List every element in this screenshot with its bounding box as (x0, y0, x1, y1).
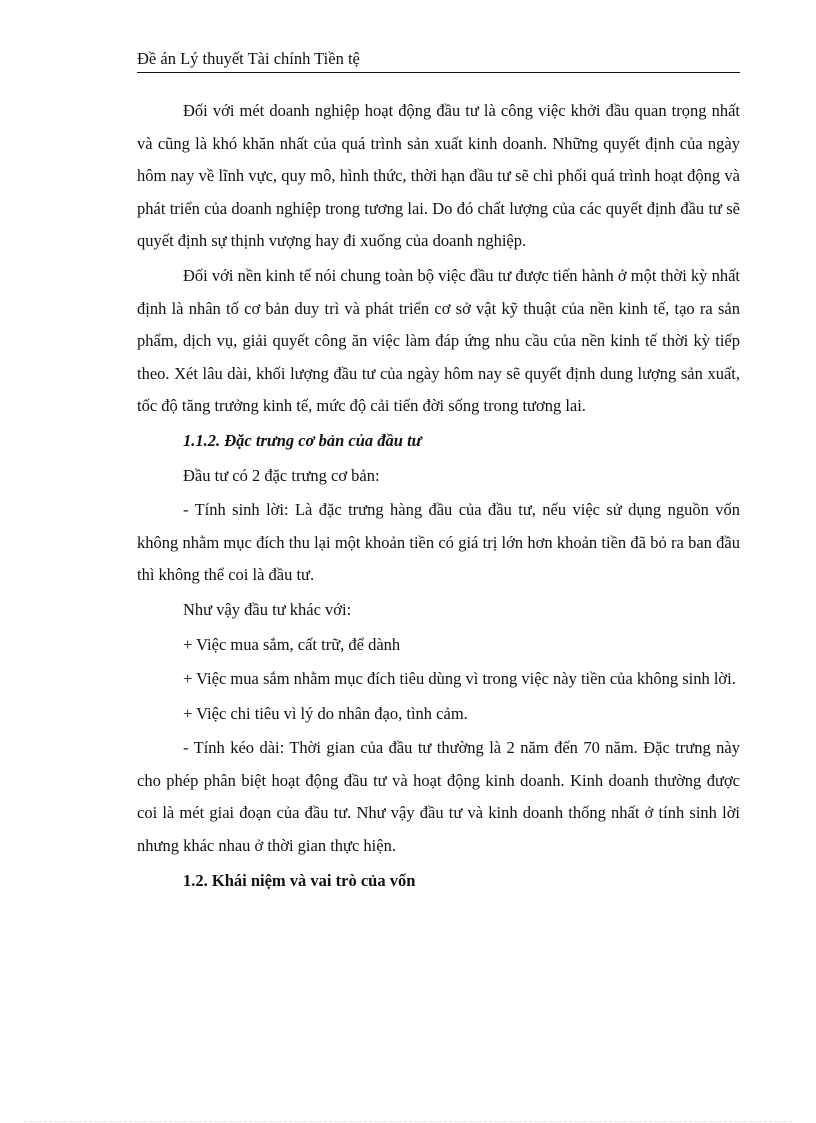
page-header (137, 46, 740, 73)
page-bottom-divider (24, 1121, 792, 1122)
section-heading-1-1-2: 1.1.2. Đặc trưng cơ bản của đầu tư (183, 430, 422, 450)
list-item-consumption: + Việc mua sắm nhằm mục đích tiêu dùng vì trong việc này tiền của không sinh lời. (183, 669, 736, 689)
header-title: Đề án Lý thuyết Tài chính Tiền tệ (137, 49, 360, 68)
paragraph-enterprise-investment: Đối với mét doanh nghiệp hoạt động đầu tư là công việc khởi đầu quan trọng nhất và cũng là khó khăn nhất của quá trình sản xuất kinh doanh. Những quyết định của ngày hôm nay về lĩnh vực, quy mô, hình thức, thời hạn đầu tư sẽ chi phối quá trình hoạt động và phát triển của doanh nghiệp trong tương lai. Do đó chất lượng của các quyết định đầu tư sẽ quyết định sự thịnh vượng hay đi xuống của doanh nghiệp. (137, 101, 740, 251)
list-item-humanitarian: + Việc chi tiêu vì lý do nhân đạo, tình cảm. (183, 703, 468, 723)
paragraph-profitability: - Tính sinh lời: Là đặc trưng hàng đầu của đầu tư, nếu việc sử dụng nguồn vốn không nhằm mục đích thu lại một khoản tiền có giá trị lớn hơn khoản tiền đã bỏ ra ban đầu thì không thể coi là đầu tư. (137, 500, 740, 585)
section-heading-1-2: 1.2. Khái niệm và vai trò của vốn (183, 870, 416, 890)
paragraph-two-characteristics: Đầu tư có 2 đặc trưng cơ bản: (183, 465, 380, 485)
paragraph-duration: - Tính kéo dài: Thời gian của đầu tư thường là 2 năm đến 70 năm. Đặc trưng này cho phép phân biệt hoạt động đầu tư và hoạt động kinh doanh. Kinh doanh thường được coi là mét giai đoạn của đầu tư. Như vậy đầu tư và kinh doanh thống nhất ở tính sinh lời nhưng khác nhau ở thời gian thực hiện. (137, 738, 740, 856)
list-item-purchase-saving: + Việc mua sắm, cất trữ, để dành (183, 634, 401, 654)
document-body (137, 95, 740, 899)
paragraph-investment-differs: Như vậy đầu tư khác với: (183, 599, 352, 619)
paragraph-economy-investment: Đối với nền kinh tế nói chung toàn bộ việc đầu tư được tiến hành ở một thời kỳ nhất định là nhân tố cơ bản duy trì và phát triển cơ sở vật kỹ thuật của nền kinh tế, tạo ra sản phẩm, dịch vụ, giải quyết công ăn việc làm đáp ứng nhu cầu của nền kinh tế thời kỳ tiếp theo. Xét lâu dài, khối lượng đầu tư của ngày hôm nay sẽ quyết định dung lượng sản xuất, tốc độ tăng trưởng kinh tế, mức độ cải tiến đời sống trong tương lai. (137, 265, 740, 416)
